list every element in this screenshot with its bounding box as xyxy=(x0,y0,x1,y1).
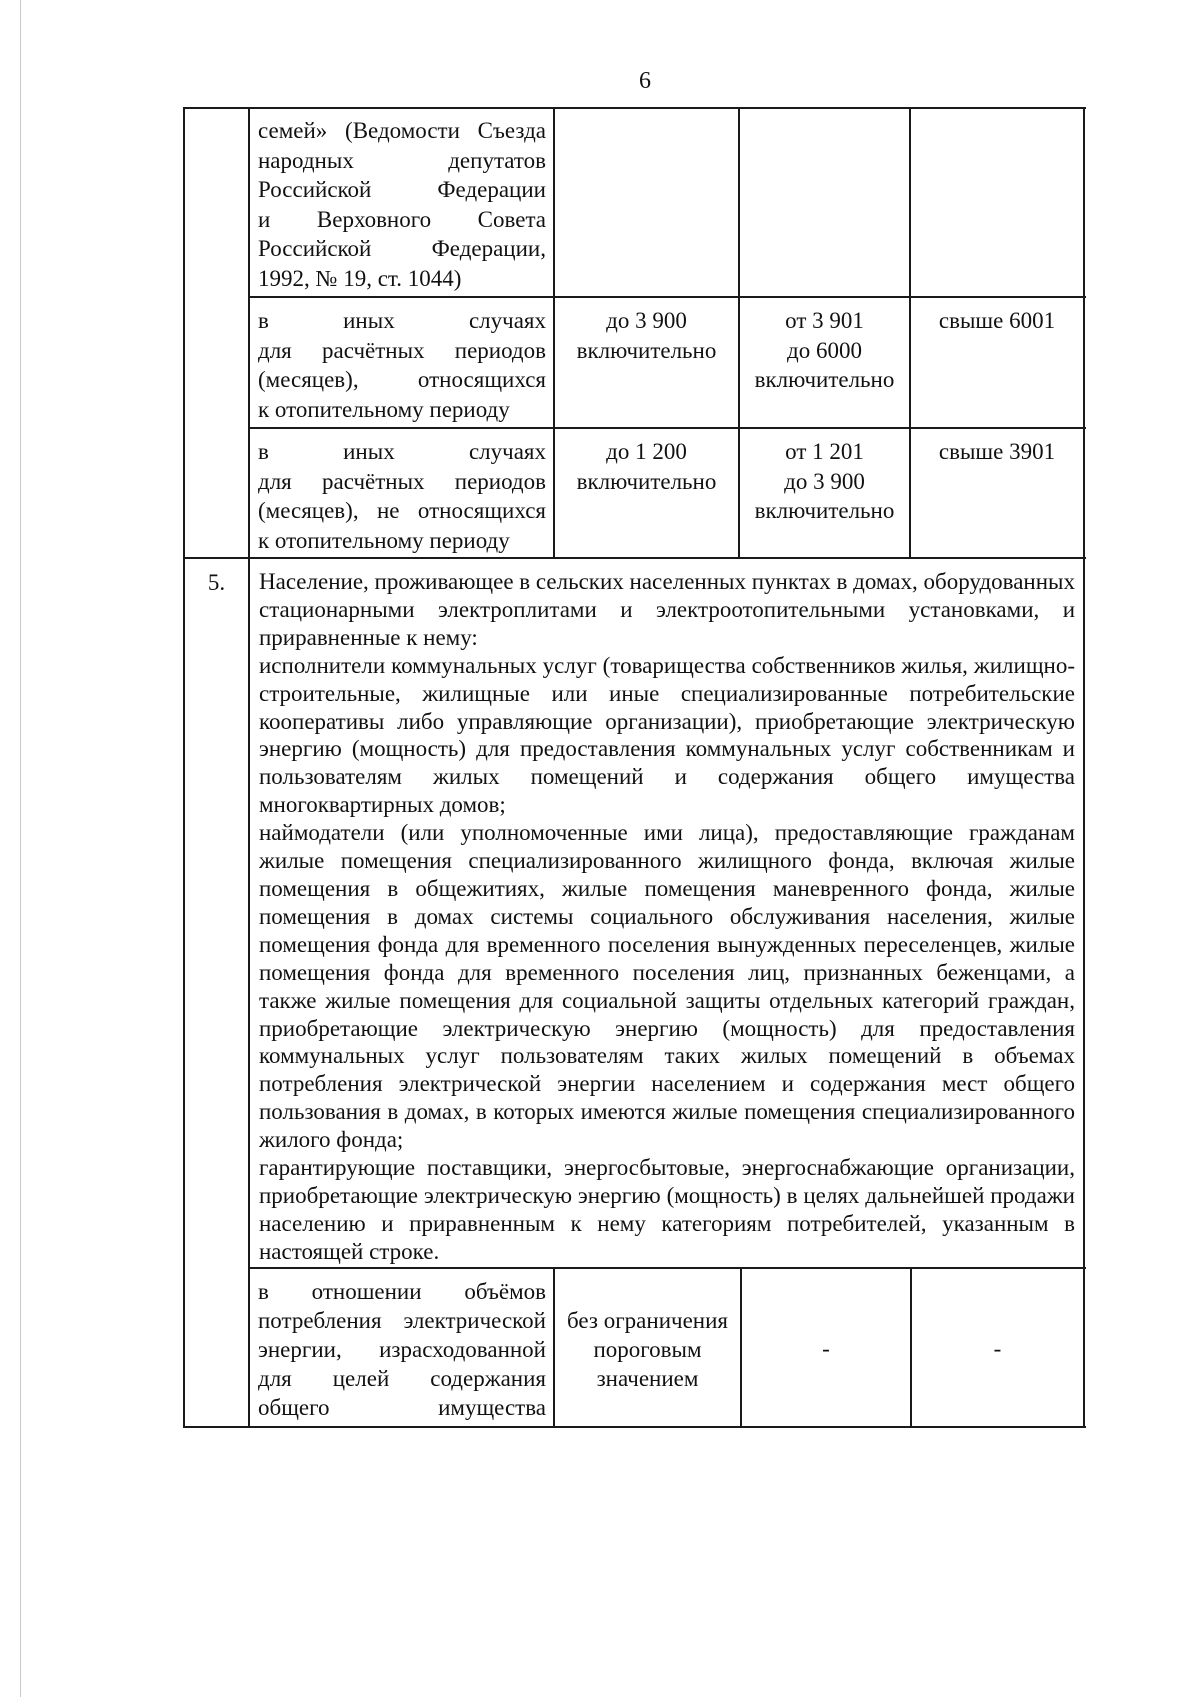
text-line: Российской Федерации, xyxy=(258,236,546,261)
text-line: для целей содержания xyxy=(258,1366,546,1391)
range-line: включительно xyxy=(754,367,895,392)
heating-range-3: свыше 6001 xyxy=(938,308,1056,333)
text-line: в иных случаях xyxy=(258,308,546,333)
table-rule xyxy=(183,557,1086,559)
non-heating-range-2 xyxy=(740,437,909,526)
table-rule xyxy=(249,296,1086,298)
range-line: до 3 900 xyxy=(606,308,687,333)
range-line: до 6000 xyxy=(787,337,862,363)
non-heating-period-description xyxy=(251,437,553,555)
text-line: и Верховного Совета xyxy=(258,206,546,232)
non-heating-range-3: свыше 3901 xyxy=(938,439,1056,464)
table-border-top xyxy=(183,107,1086,109)
non-heating-range-1 xyxy=(555,437,738,496)
text-line: общего имущества xyxy=(258,1395,546,1420)
paragraph: наймодатели (или уполномоченные ими лица), предоставляющие гражданам жилые помещения специализированного жилищного фонда, включая жилые помещения в общежитиях, жилые помещения маневренного фонда, жилые помещения в домах системы социального обслуживания населения, жилые помещения фонда для временного поселения вынужденных переселенцев, жилые помещения фонда для временного поселения лиц, признанных беженцами, а также жилые помещения для социальной защиты отдельных категорий граждан, приобретающие электрическую энергию (мощность) для предоставления коммунальных услуг пользователям таких жилых помещений в объемах потребления электрической энергии населением и содержания мест общего пользования в домах, в которых имеются жилые помещения специализированного жилого фонда; xyxy=(259,820,1075,1153)
range-line: пороговым xyxy=(593,1337,702,1362)
row5-description xyxy=(251,568,1083,1266)
text-line: к отопительному периоду xyxy=(258,396,510,422)
range-line: включительно xyxy=(576,468,717,494)
text-line: (месяцев), не относящихся xyxy=(258,498,546,523)
page-number: 6 xyxy=(639,68,651,94)
text-line: для расчётных периодов xyxy=(258,337,546,363)
text-line: Российской Федерации xyxy=(258,177,546,202)
scan-margin-line xyxy=(20,0,21,1697)
table-rule xyxy=(249,427,1086,429)
range-line: до 3 900 xyxy=(784,468,865,494)
range-line: до 1 200 xyxy=(606,439,687,464)
paragraph: Население, проживающее в сельских населенных пунктах в домах, оборудованных стационарными электроплитами и электроотопительными установками, и приравненные к нему: xyxy=(259,569,1075,650)
paragraph: исполнители коммунальных услуг (товарищества собственников жилья, жилищно-строительные, жилищные или иные специализированные потребительские кооперативы либо управляющие организации), приобретающие электрическую энергию (мощность) для предоставления коммунальных услуг собственникам и пользователям жилых помещений и содержания общего имущества многоквартирных домов; xyxy=(259,652,1075,818)
heating-range-1 xyxy=(555,306,738,365)
range-line: без ограничения xyxy=(567,1308,728,1333)
text-line: народных депутатов xyxy=(258,147,546,173)
range-line: от 3 901 xyxy=(785,308,864,333)
common-property-description xyxy=(251,1277,553,1424)
range-line: от 1 201 xyxy=(785,439,864,464)
table-column-rule xyxy=(248,107,250,1428)
text-line: потребления электрической xyxy=(258,1308,546,1333)
range-line: значением xyxy=(596,1366,699,1391)
text-line: для расчётных периодов xyxy=(258,468,546,494)
law-reference-cell xyxy=(251,116,553,293)
text-line: в отношении объёмов xyxy=(258,1279,546,1304)
range-line: включительно xyxy=(754,498,895,523)
heating-range-2 xyxy=(740,306,909,395)
table-rule xyxy=(249,1267,1086,1269)
paragraph: гарантирующие поставщики, энергосбытовые, энергоснабжающие организации, приобретающие электрическую энергию (мощность) в целях дальнейшей продажи населению и приравненным к нему категориям потребителей, указанным в настоящей строке. xyxy=(259,1155,1075,1264)
text-line: к отопительному периоду xyxy=(258,527,510,553)
common-property-range-2: - xyxy=(822,1336,830,1361)
heating-period-description xyxy=(251,306,553,424)
text-line: (месяцев), относящихся xyxy=(258,367,546,392)
text-line: в иных случаях xyxy=(258,439,546,464)
table-border-left xyxy=(183,107,185,1428)
row-number: 5. xyxy=(207,570,226,595)
range-line: включительно xyxy=(576,337,717,363)
table-border-bottom xyxy=(183,1426,1086,1428)
common-property-range-3: - xyxy=(993,1336,1002,1361)
text-line: семей» (Ведомости Съезда xyxy=(258,118,546,143)
text-line: энергии, израсходованной xyxy=(258,1337,546,1362)
table-border-right xyxy=(1083,107,1085,1428)
common-property-range-1 xyxy=(555,1306,740,1393)
text-line: 1992, № 19, ст. 1044) xyxy=(258,265,462,291)
